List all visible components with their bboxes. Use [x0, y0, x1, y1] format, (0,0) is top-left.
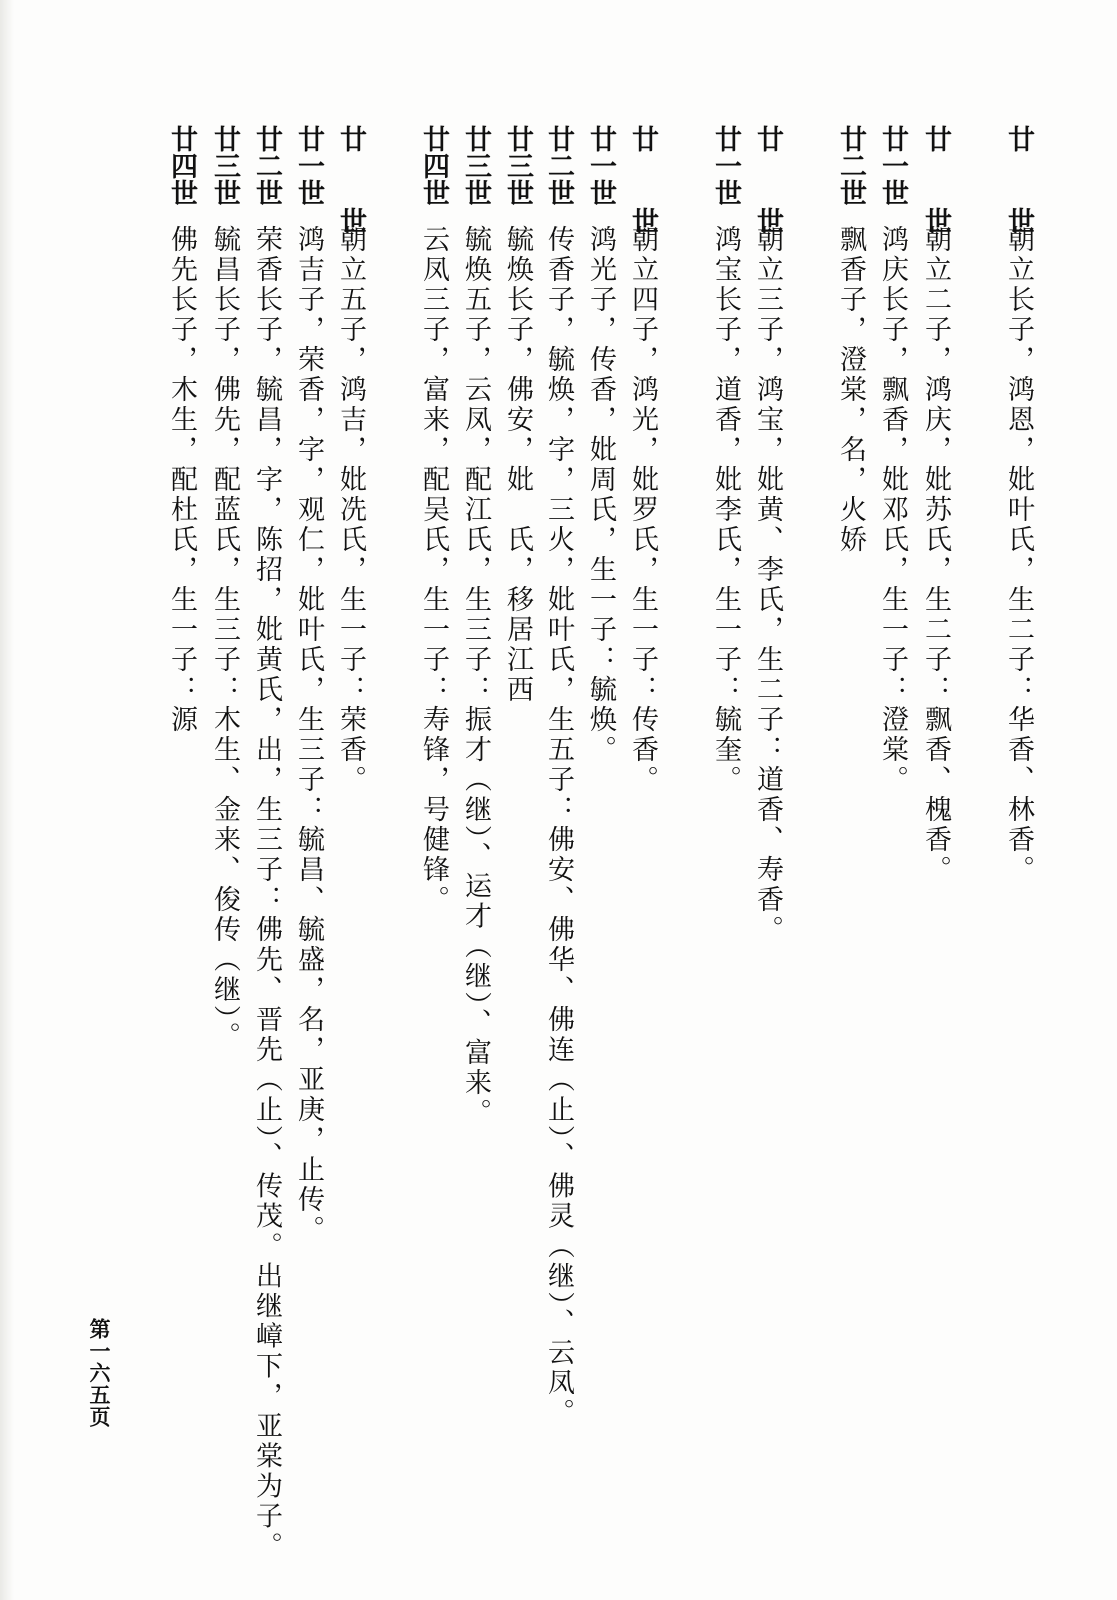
entry-text: 朝立五子，鸿吉，妣冼氏，生一子：荣香。 — [335, 225, 366, 795]
page-number: 第一六五页 — [87, 1318, 112, 1428]
entry-column — [832, 125, 868, 555]
entry-column — [206, 125, 242, 1052]
entry-text: 朝立二子，鸿庆，妣苏氏，生二子：飘香、槐香。 — [920, 225, 951, 885]
generation-label: 廿 世 — [335, 125, 366, 246]
entry-column — [457, 125, 493, 1128]
entry-text: 朝立三子，鸿宝，妣黄、李氏，生二子：道香、寿香。 — [752, 225, 783, 945]
generation-label: 廿二世 — [835, 125, 866, 206]
generation-label: 廿二世 — [543, 125, 574, 206]
entry-text: 毓焕五子，云凤，配江氏，生三子：振才（继）、运才（继）、富来。 — [460, 225, 491, 1128]
generation-label: 廿三世 — [209, 125, 240, 206]
entry-text: 佛先长子，木生，配杜氏，生一子：源 — [166, 225, 197, 735]
entry-column — [332, 125, 368, 795]
entry-column — [874, 125, 910, 795]
entry-column — [415, 125, 451, 915]
entry-text: 毓焕长子，佛安，妣 氏，移居江西 — [502, 225, 533, 705]
entry-text: 飘香子，澄棠，名，火娇 — [835, 225, 866, 555]
generation-label: 廿 世 — [627, 125, 658, 246]
entry-column — [163, 125, 199, 735]
entry-text: 毓昌长子，佛先，配蓝氏，生三子：木生、金来、俊传（继）。 — [209, 225, 240, 1052]
generation-label: 廿 世 — [752, 125, 783, 246]
entry-text: 鸿吉子，荣香，字，观仁，妣叶氏，生三子：毓昌、毓盛，名，亚庚，止传。 — [293, 225, 324, 1245]
scan-edge — [0, 0, 14, 1600]
entry-column — [290, 125, 326, 1245]
entry-column — [707, 125, 743, 795]
entry-column — [582, 125, 618, 765]
entry-text: 云凤三子，富来，配吴氏，生一子：寿锋，号健锋。 — [418, 225, 449, 915]
generation-label: 廿一世 — [293, 125, 324, 206]
entry-column — [1000, 125, 1036, 885]
entry-text: 鸿宝长子，道香，妣李氏，生一子：毓奎。 — [710, 225, 741, 795]
generation-label: 廿一世 — [585, 125, 616, 206]
generation-label: 廿三世 — [460, 125, 491, 206]
entry-column — [499, 125, 535, 705]
entry-column — [248, 125, 284, 1562]
entry-text: 传香子，毓焕，字，三火，妣叶氏，生五子：佛安、佛华、佛连（止）、佛灵（继）、云凤。 — [543, 225, 574, 1428]
entry-text: 荣香长子，毓昌，字，陈招，妣黄氏，出，生三子：佛先、晋先（止）、传茂。出继嶂下，亚棠为子。 — [251, 225, 282, 1562]
generation-label: 廿三世 — [502, 125, 533, 206]
entry-column — [540, 125, 576, 1428]
entry-column — [749, 125, 785, 945]
generation-label: 廿一世 — [710, 125, 741, 206]
entry-text: 鸿光子，传香，妣周氏，生一子：毓焕。 — [585, 225, 616, 765]
generation-label: 廿二世 — [251, 125, 282, 206]
generation-label: 廿四世 — [166, 125, 197, 206]
entry-text: 鸿庆长子，飘香，妣邓氏，生一子：澄棠。 — [877, 225, 908, 795]
entry-column — [624, 125, 660, 795]
entry-text: 朝立长子，鸿恩，妣叶氏，生二子：华香、林香。 — [1003, 225, 1034, 885]
generation-label: 廿 世 — [920, 125, 951, 246]
entry-text: 朝立四子，鸿光，妣罗氏，生一子：传香。 — [627, 225, 658, 795]
generation-label: 廿四世 — [418, 125, 449, 206]
generation-label: 廿一世 — [877, 125, 908, 206]
entry-column — [917, 125, 953, 885]
generation-label: 廿 世 — [1003, 125, 1034, 246]
